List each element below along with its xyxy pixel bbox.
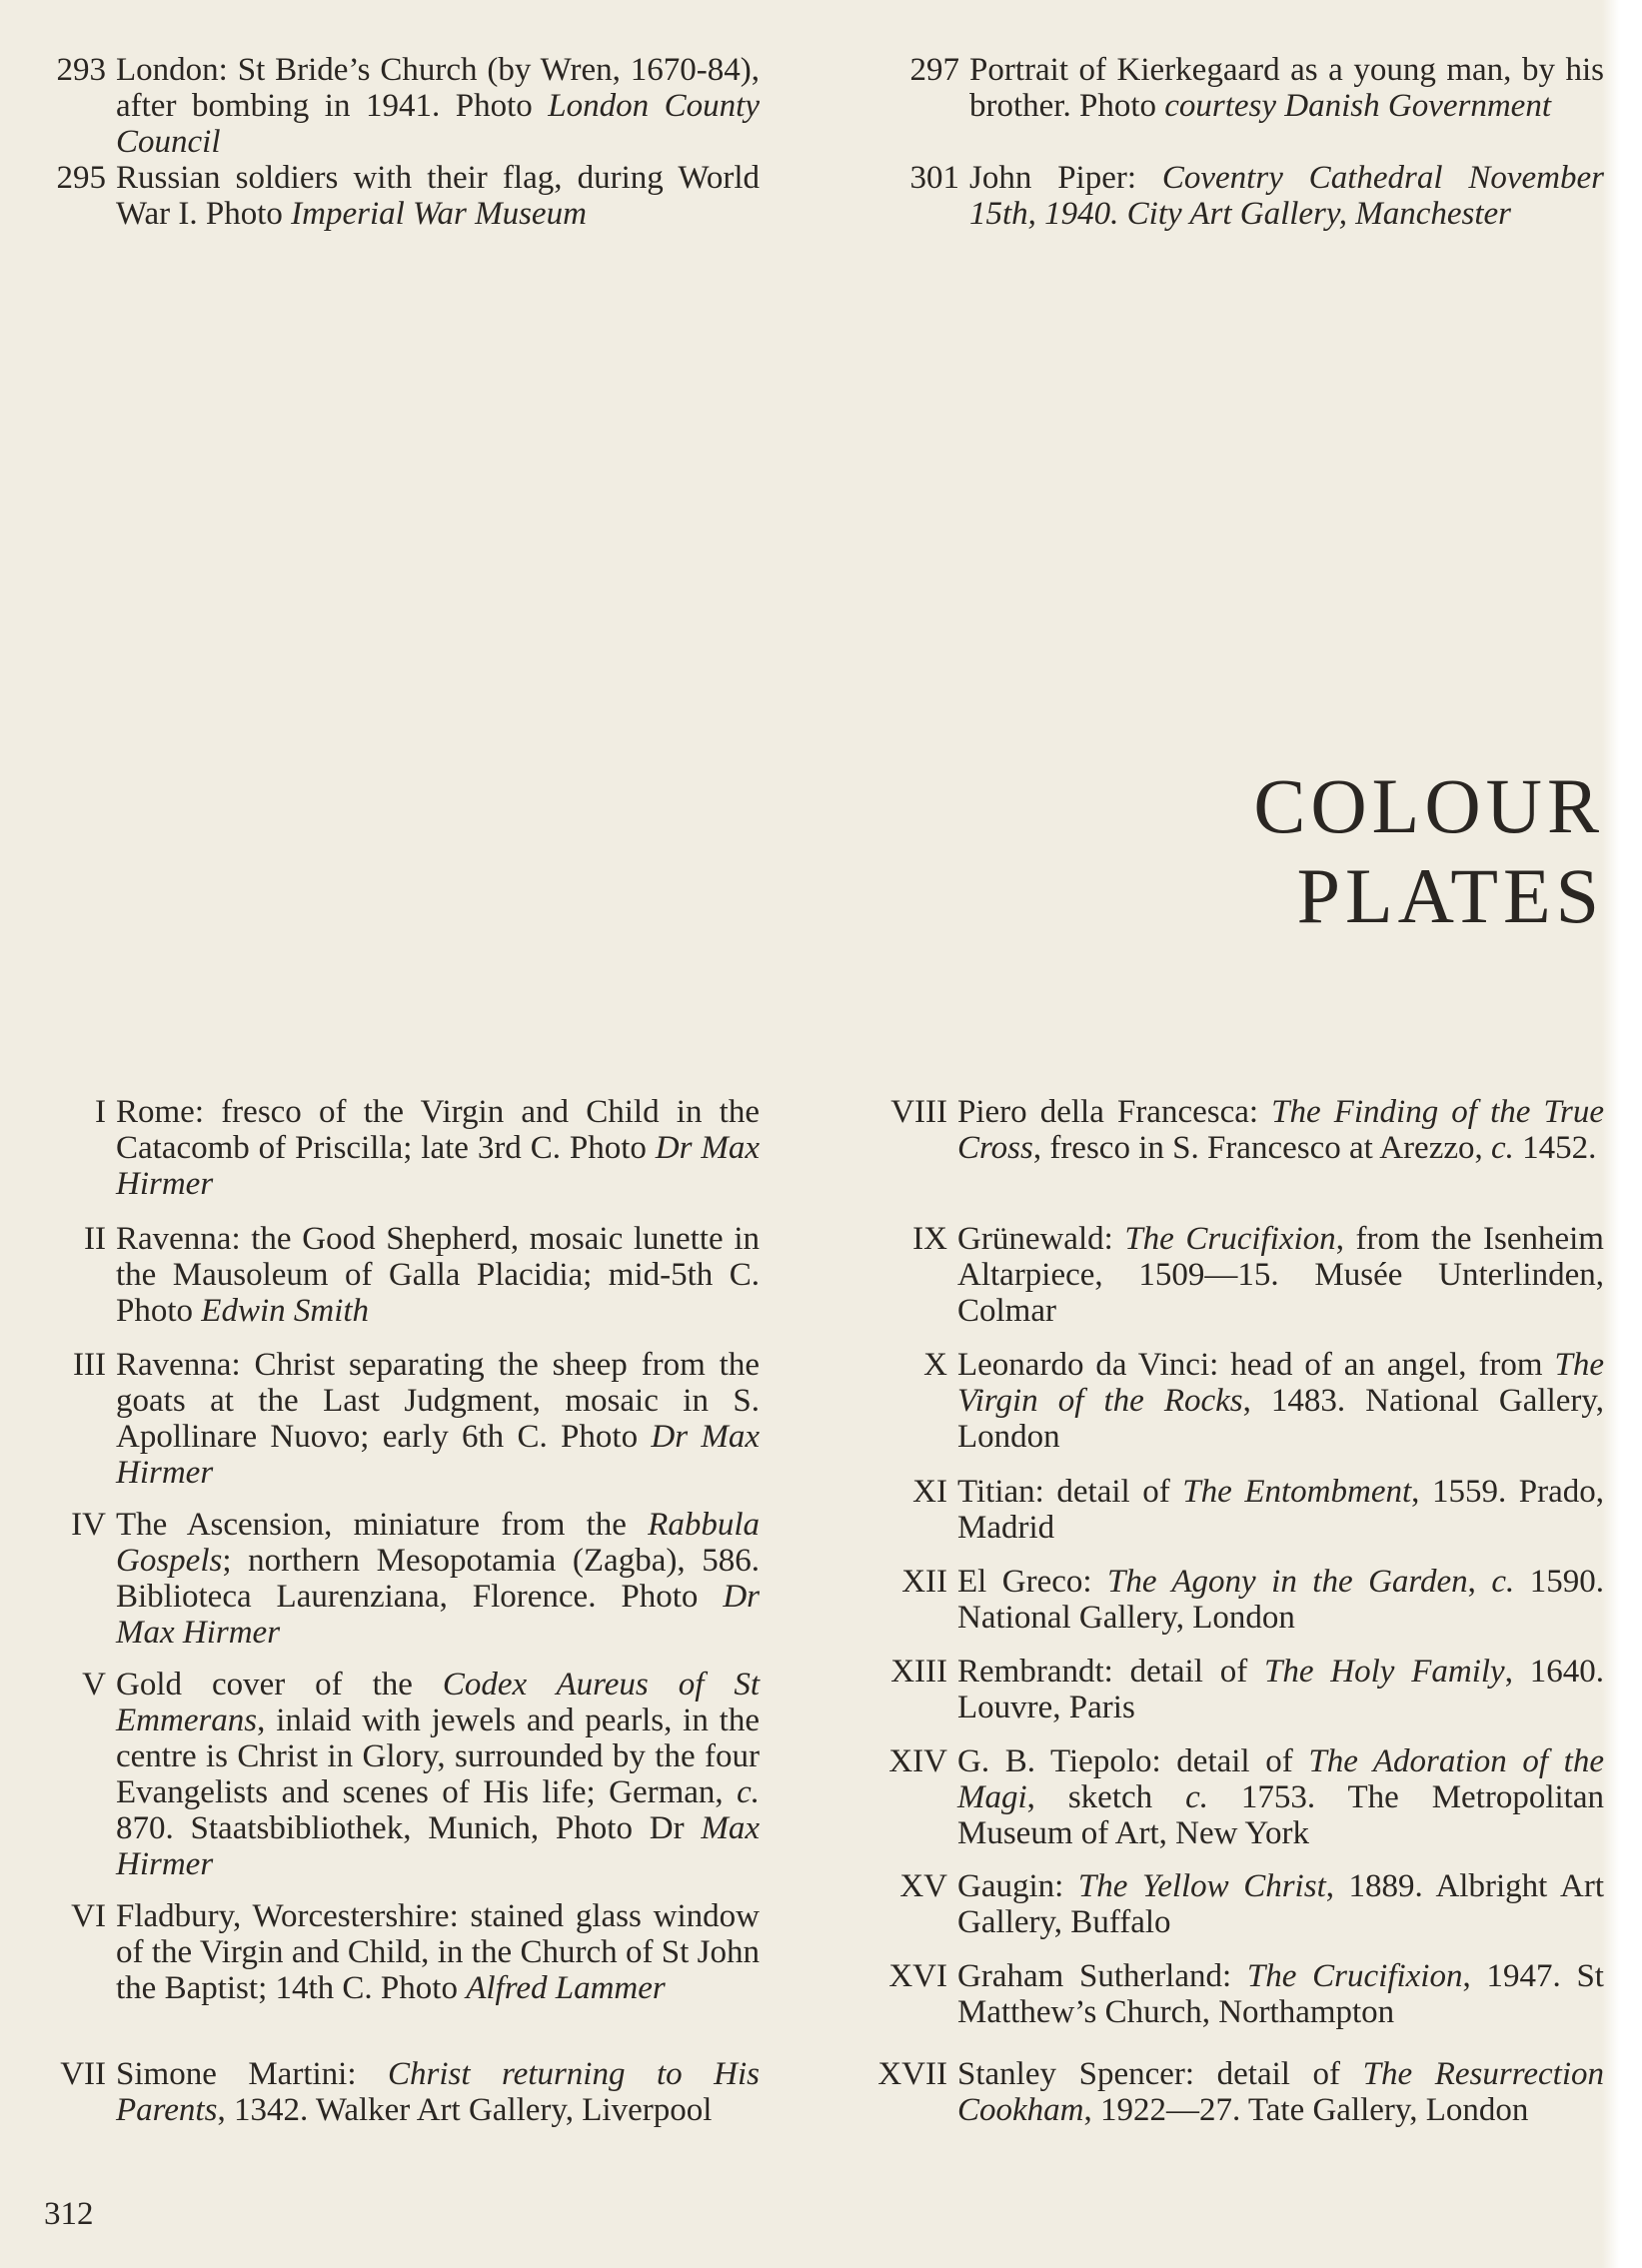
caption-entry [867, 1221, 1604, 1329]
entry-text-part: Gaugin: [957, 1868, 1078, 1904]
entry-number: 297 [909, 52, 959, 88]
entry-text-part: The Agony in the Garden [1107, 1564, 1468, 1600]
entry-text-part: Grünewald: [957, 1221, 1125, 1257]
entry-text-part: courtesy Danish Government [1164, 88, 1552, 124]
entry-text-part: London County Council [116, 88, 760, 160]
caption-entry [44, 1667, 760, 1882]
entry-text-part: Dr Max Hirmer [116, 1579, 760, 1651]
entry-number: X [923, 1347, 947, 1383]
entry-text-part: G. B. Tiepolo: detail of [957, 1743, 1309, 1779]
entry-number: XIV [888, 1743, 947, 1779]
caption-entry [44, 1347, 760, 1491]
entry-text [116, 1347, 760, 1491]
entry-text [116, 1898, 760, 2006]
entry-text-part: Rabbula Gospels [116, 1507, 760, 1579]
entry-text-part: 870. Staatsbibliothek, Munich, Photo Dr [116, 1810, 702, 1846]
section-heading: COLOUR PLATES [1253, 762, 1604, 940]
entry-text-part: , 1947. St Matthew’s Church, Northampton [957, 1958, 1604, 2030]
entry-text-part: Ravenna: Christ separating the sheep from the goats at the Last Judgment, mosaic in S. Apollinare Nuovo; early 6th C. Photo [116, 1347, 760, 1455]
entry-text [957, 1743, 1604, 1851]
entry-text-part: Coventry Cathedral November 15th, 1940. City Art Gallery, Manchester [969, 160, 1604, 232]
entry-text [957, 2056, 1604, 2128]
entry-text [116, 2056, 760, 2128]
entry-text-part: The Virgin of the Rocks [957, 1347, 1604, 1419]
entry-text [957, 1654, 1604, 1725]
caption-entry [867, 1474, 1604, 1546]
entry-text-part: 1452. [1513, 1130, 1597, 1166]
entry-text-part: , 1922—27. Tate Gallery, London [1083, 2092, 1529, 2128]
entry-text-part: The Finding of the True Cross [957, 1094, 1604, 1166]
entry-number: VII [60, 2056, 106, 2092]
entry-text [957, 1094, 1604, 1166]
entry-number: 295 [56, 160, 106, 196]
entry-text [957, 1564, 1604, 1636]
entry-number: XIII [890, 1654, 947, 1690]
entry-text-part: , 1483. National Gallery, London [957, 1383, 1604, 1455]
entry-text-part: , 1889. Albright Art Gallery, Buffalo [957, 1868, 1604, 1940]
entry-text-part: Max Hirmer [116, 1810, 760, 1882]
entry-text-part: Rome: fresco of the Virgin and Child in the Catacomb of Priscilla; late 3rd C. Photo [116, 1094, 760, 1166]
caption-entry [867, 1743, 1604, 1851]
entry-number: IX [912, 1221, 947, 1257]
entry-text-part: Graham Sutherland: [957, 1958, 1247, 1994]
caption-entry [867, 1347, 1604, 1455]
entry-text-part: , 1342. Walker Art Gallery, Liverpool [217, 2092, 713, 2128]
entry-number: XI [912, 1474, 947, 1510]
entry-number: XII [901, 1564, 947, 1600]
entry-text-part: The Yellow Christ [1077, 1868, 1326, 1904]
entry-number: VIII [890, 1094, 947, 1130]
caption-entry [44, 1507, 760, 1651]
caption-entry [867, 1094, 1604, 1166]
entry-text-part: , 1640. Louvre, Paris [957, 1654, 1604, 1725]
entry-text-part: The Adoration of the Magi [957, 1743, 1604, 1815]
entry-text-part: The Ascension, miniature from the [116, 1507, 649, 1543]
entry-text-part: The Entombment [1182, 1474, 1412, 1510]
entry-text-part: The Resurrection Cookham [957, 2056, 1604, 2128]
entry-number: III [73, 1347, 106, 1383]
entry-text-part: Fladbury, Worcestershire: stained glass window of the Virgin and Child, in the Church of St John the Baptist; 14th C. Photo [116, 1898, 760, 2006]
entry-text-part: El Greco: [957, 1564, 1108, 1600]
entry-text-part: Imperial War Museum [291, 196, 587, 232]
entry-text-part: c. [1491, 1130, 1514, 1166]
entry-number: 301 [909, 160, 959, 196]
entry-text [116, 1667, 760, 1882]
entry-number: I [95, 1094, 106, 1130]
entry-text [957, 1474, 1604, 1546]
entry-text-part: John Piper: [969, 160, 1162, 196]
entry-text-part: , 1559. Prado, Madrid [957, 1474, 1604, 1546]
entry-text-part: Christ returning to His Parents [116, 2056, 760, 2128]
caption-entry [44, 1221, 760, 1329]
entry-text-part: Russian soldiers with their flag, during World War I. Photo [116, 160, 760, 232]
page-number: 312 [44, 2196, 94, 2232]
entry-text-part: 1590. National Gallery, London [957, 1564, 1605, 1636]
entry-text [116, 1094, 760, 1202]
entry-text [116, 1507, 760, 1651]
entry-text-part: The Crucifixion [1124, 1221, 1336, 1257]
caption-entry [867, 1958, 1604, 2030]
entry-text [957, 1347, 1604, 1455]
caption-entry [867, 2056, 1604, 2128]
entry-text-part: Dr Max Hirmer [116, 1419, 760, 1491]
caption-entry [44, 2056, 760, 2128]
entry-text-part: Alfred Lammer [466, 1970, 666, 2006]
entry-text-part: , inlaid with jewels and pearls, in the centre is Christ in Glory, surrounded by the four Evangelists and scenes of His life; German, [116, 1702, 760, 1810]
page-edge [1602, 0, 1642, 2268]
entry-number: V [82, 1667, 106, 1702]
entry-text-part: Dr Max Hirmer [116, 1130, 760, 1202]
entry-number: XV [899, 1868, 947, 1904]
entry-text-part: The Crucifixion [1246, 1958, 1463, 1994]
entry-text-part: Ravenna: the Good Shepherd, mosaic lunette in the Mausoleum of Galla Placidia; mid-5th C. Photo [116, 1221, 760, 1329]
entry-text [957, 1868, 1604, 1940]
entry-number: XVI [888, 1958, 947, 1994]
entry-number: VI [71, 1898, 106, 1934]
entry-text-part: Piero della Francesca: [957, 1094, 1272, 1130]
entry-text-part: Edwin Smith [201, 1293, 370, 1329]
entry-text-part: Rembrandt: detail of [957, 1654, 1264, 1690]
entry-text-part: Stanley Spencer: detail of [957, 2056, 1363, 2092]
entry-text-part: Leonardo da Vinci: head of an angel, from [957, 1347, 1555, 1383]
plates-list-left [44, 0, 760, 2148]
entry-text-part: Gold cover of the [116, 1667, 443, 1702]
entry-text-part: Titian: detail of [957, 1474, 1183, 1510]
entry-text-part: c. [1491, 1564, 1515, 1600]
caption-entry [867, 1654, 1604, 1725]
entry-number: II [84, 1221, 106, 1257]
caption-entry [867, 1564, 1604, 1636]
entry-text-part: , from the Isenheim Altarpiece, 1509—15. Musée Unterlinden, Colmar [957, 1221, 1604, 1329]
entry-text-part: , fresco in S. Francesco at Arezzo, [1032, 1130, 1491, 1166]
entry-text-part: Simone Martini: [116, 2056, 388, 2092]
entry-text-part: c. [1185, 1779, 1208, 1815]
caption-entry [44, 1898, 760, 2006]
entry-text [957, 1958, 1604, 2030]
entry-text-part: ; northern Mesopotamia (Zagba), 586. Biblioteca Laurenziana, Florence. Photo [116, 1543, 760, 1615]
entry-text-part: c. [737, 1774, 760, 1810]
entry-text-part: , [1467, 1564, 1492, 1600]
entry-text-part: The Holy Family [1263, 1654, 1505, 1690]
entry-number: XVII [877, 2056, 947, 2092]
entry-text-part: Portrait of Kierkegaard as a young man, by his brother. Photo [969, 52, 1604, 124]
caption-entry [867, 1868, 1604, 1940]
entry-number: 293 [56, 52, 106, 88]
caption-entry [44, 1094, 760, 1202]
entry-text [116, 1221, 760, 1329]
entry-text [957, 1221, 1604, 1329]
entry-text-part: Codex Aureus of St Emmerans [116, 1667, 760, 1738]
entry-number: IV [71, 1507, 106, 1543]
entry-text-part: 1753. The Metropolitan Museum of Art, New York [957, 1779, 1604, 1851]
plates-list-right [867, 0, 1604, 2148]
entry-text-part: , sketch [1026, 1779, 1186, 1815]
entry-text-part: London: St Bride’s Church (by Wren, 1670-84), after bombing in 1941. Photo [116, 52, 760, 124]
